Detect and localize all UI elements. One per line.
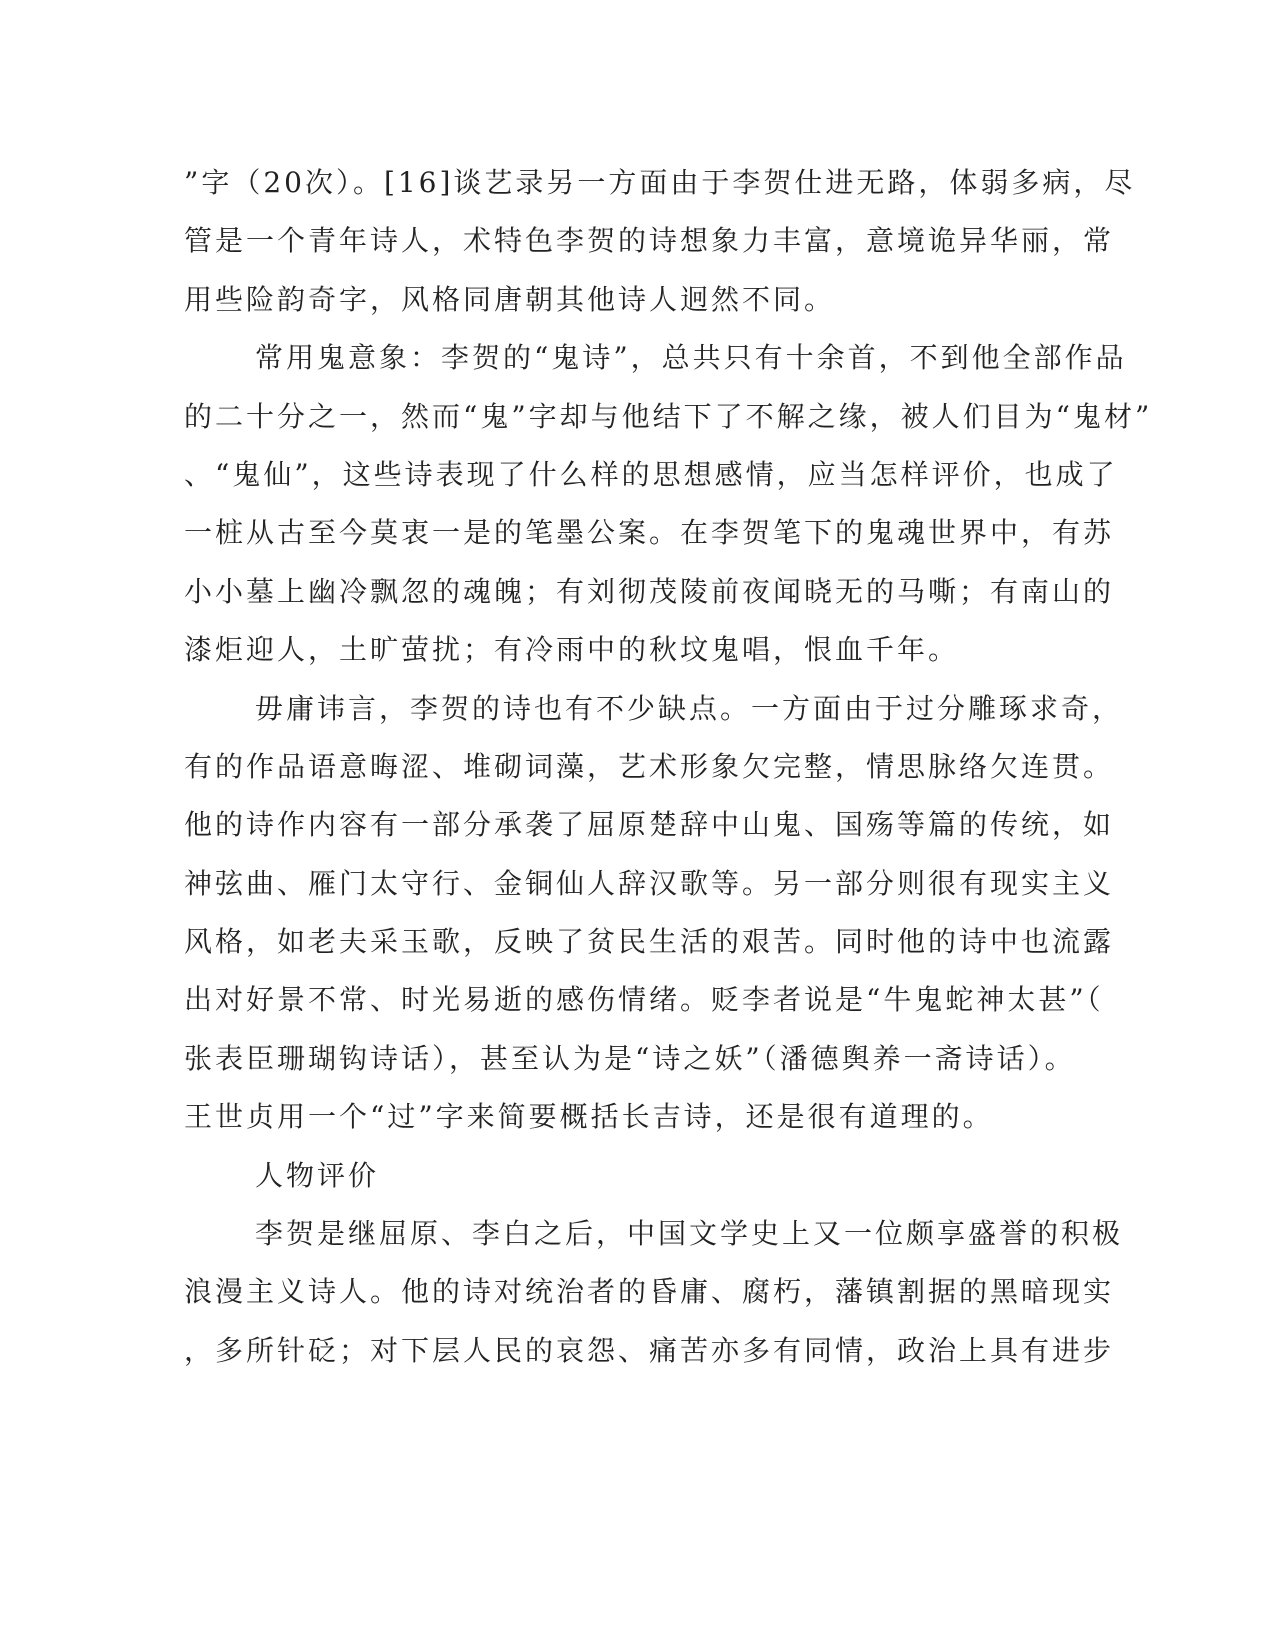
text-line: ，多所针砭；对下层人民的哀怨、痛苦亦多有同情，政治上具有进步	[184, 1333, 1115, 1367]
text-line: 风格，如老夫采玉歌，反映了贫民生活的艰苦。同时他的诗中也流露	[184, 925, 1115, 959]
text-line: 王世贞用一个“过”字来简要概括长吉诗，还是很有道理的。	[184, 1100, 994, 1134]
paragraph-start-line: 李贺是继屈原、李白之后，中国文学史上又一位颇享盛誉的积极	[255, 1217, 1124, 1251]
text-line: 漆炬迎人，土旷萤扰；有冷雨中的秋坟鬼唱，恨血千年。	[184, 633, 960, 667]
text-line: 神弦曲、雁门太守行、金铜仙人辞汉歌等。另一部分则很有现实主义	[184, 866, 1115, 900]
text-line: 管是一个青年诗人，术特色李贺的诗想象力丰富，意境诡异华丽，常	[184, 224, 1115, 258]
text-line: ”字（20次）。[16]谈艺录另一方面由于李贺仕进无路，体弱多病，尽	[184, 166, 1136, 199]
paragraph-start-line: 毋庸讳言，李贺的诗也有不少缺点。一方面由于过分雕琢求奇，	[255, 691, 1124, 725]
text-line: 他的诗作内容有一部分承袭了屈原楚辞中山鬼、国殇等篇的传统，如	[184, 808, 1115, 842]
text-line: 出对好景不常、时光易逝的感伤情绪。贬李者说是“牛鬼蛇神太甚”（	[184, 983, 1104, 1017]
body-text	[184, 154, 1153, 1380]
text-line: 一桩从古至今莫衷一是的笔墨公案。在李贺笔下的鬼魂世界中，有苏	[184, 516, 1115, 550]
text-line: 张表臣珊瑚钩诗话），甚至认为是“诗之妖”（潘德舆养一斋诗话）。	[184, 1041, 1076, 1075]
text-line: 有的作品语意晦涩、堆砌词藻，艺术形象欠完整，情思脉络欠连贯。	[184, 749, 1115, 783]
paragraph-start-line: 常用鬼意象：李贺的“鬼诗”，总共只有十余首，不到他全部作品	[255, 341, 1127, 375]
section-heading: 人物评价	[255, 1158, 380, 1192]
text-line: 小小墓上幽冷飘忽的魂魄；有刘彻茂陵前夜闻晓无的马嘶；有南山的	[184, 574, 1115, 608]
text-line: 浪漫主义诗人。他的诗对统治者的昏庸、腐朽，藩镇割据的黑暗现实	[184, 1275, 1115, 1309]
text-line: 、“鬼仙”，这些诗表现了什么样的思想感情，应当怎样评价，也成了	[184, 457, 1118, 491]
text-line: 用些险韵奇字，风格同唐朝其他诗人迥然不同。	[184, 282, 836, 316]
text-line: 的二十分之一，然而“鬼”字却与他结下了不解之缘，被人们目为“鬼材”	[184, 399, 1153, 433]
